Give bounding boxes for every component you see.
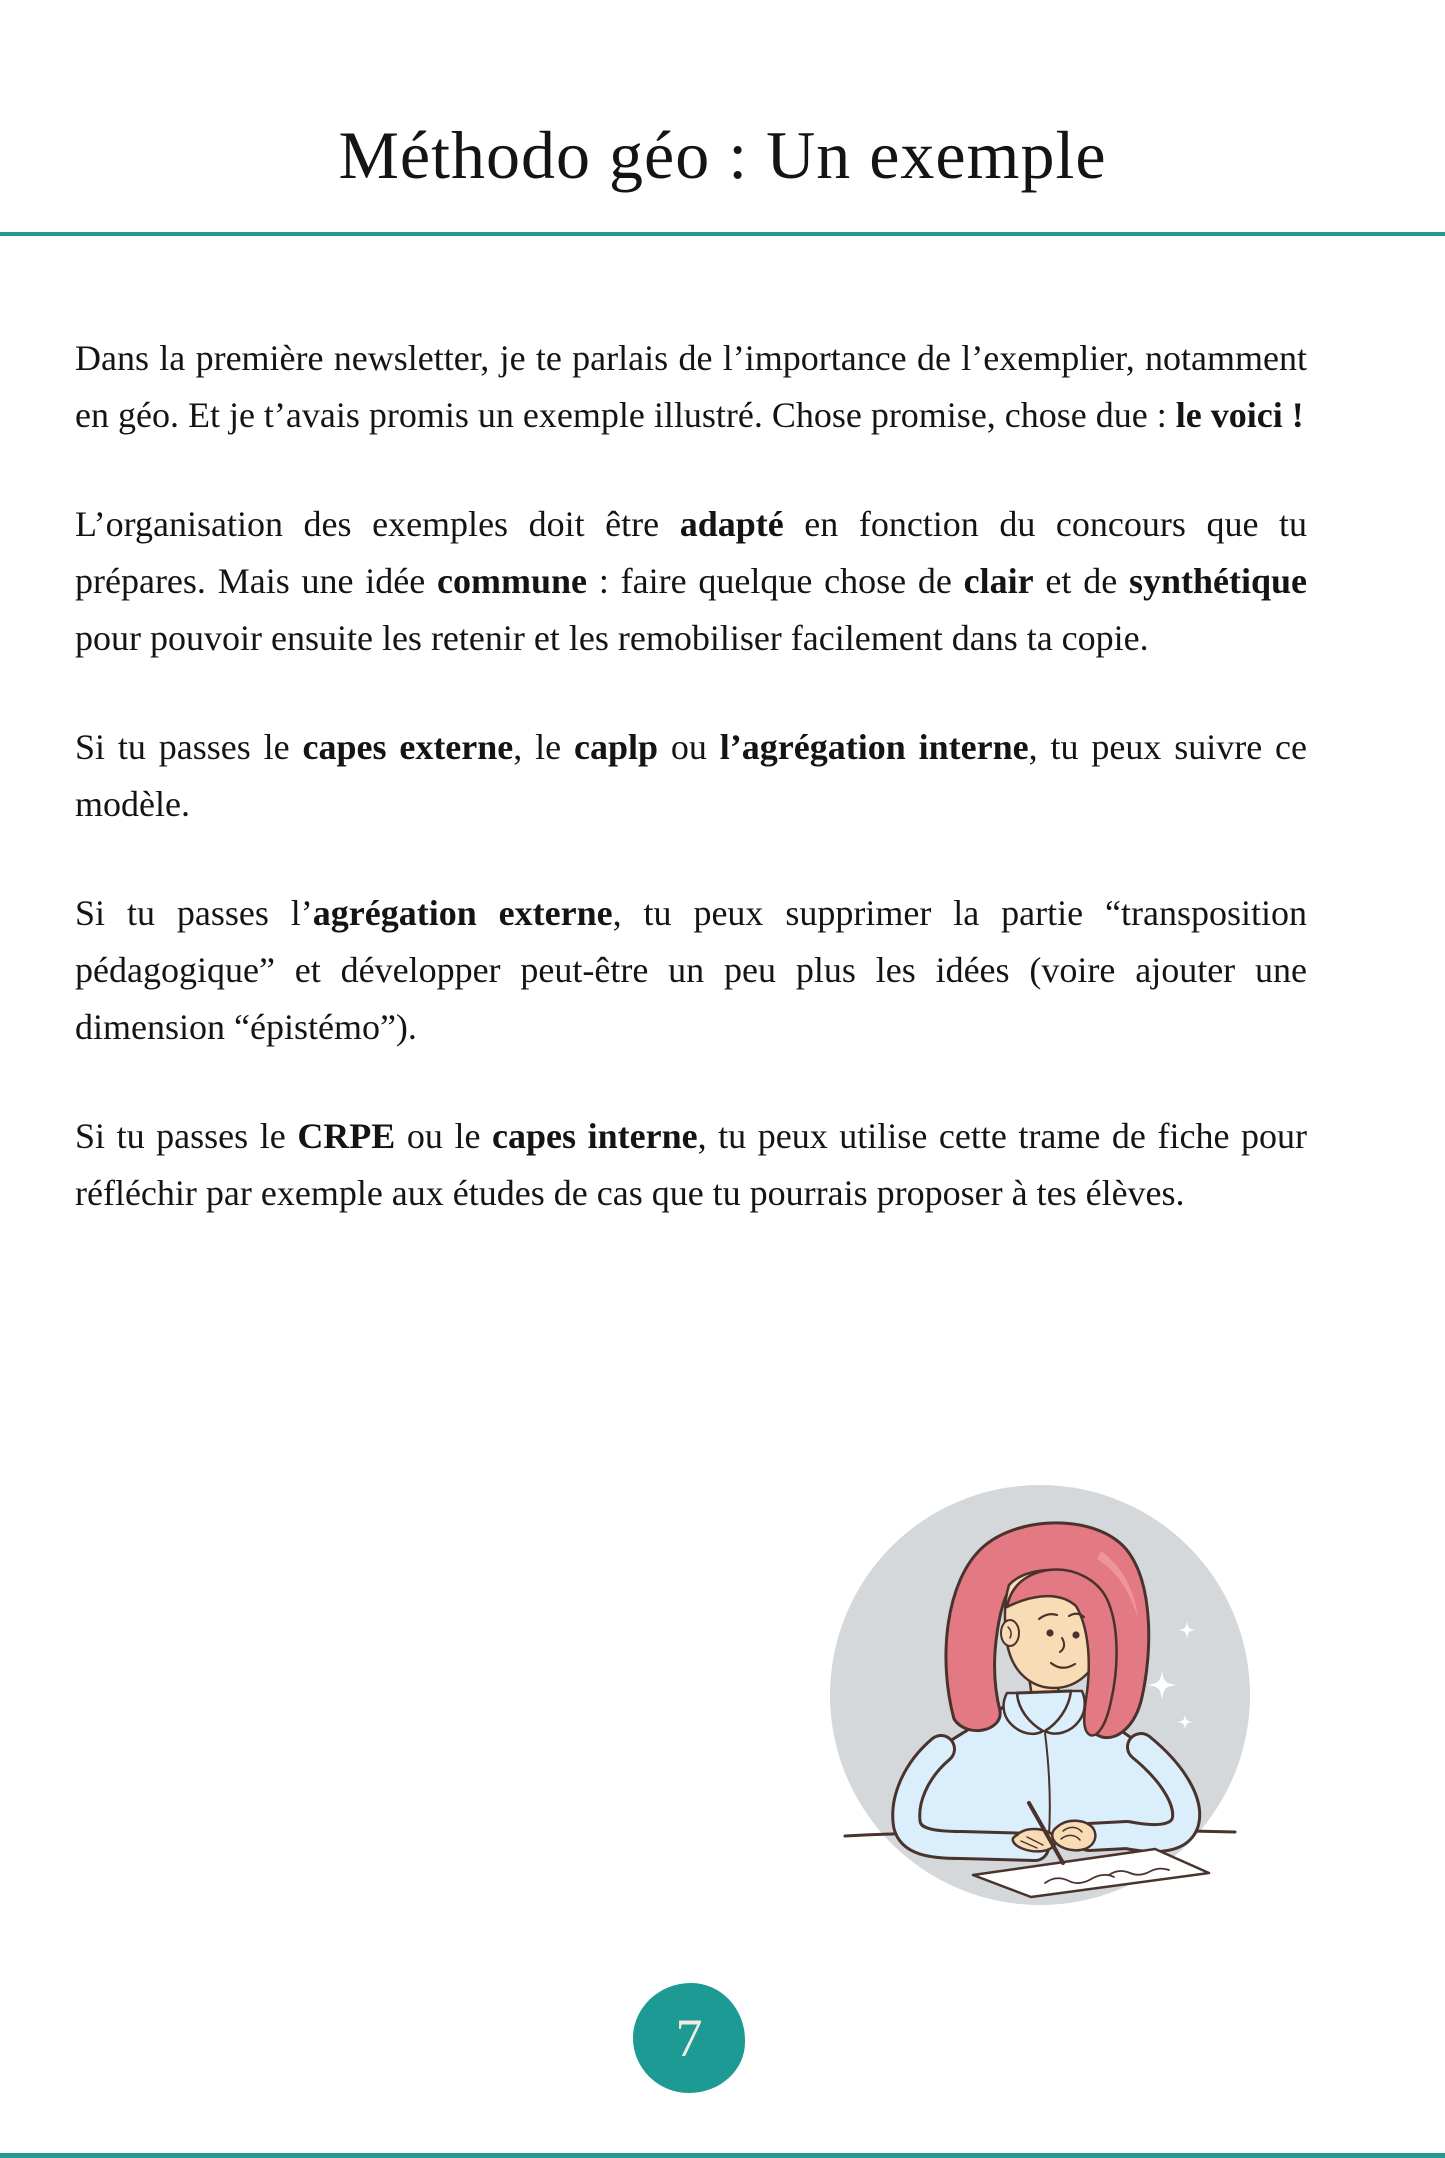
paragraph-capes-externe: Si tu passes le capes externe, le caplp ou l’agrégation interne, tu peux suivre ce modèle.	[75, 727, 1308, 824]
paragraph-organisation: L’organisation des exemples doit être adapté en fonction du concours que tu prépares. Mais une idée commune : faire quelque chose de clair et de synthétique pour pouvoir ensuite les retenir et les remobiliser facilement dans ta copie.	[75, 504, 1308, 658]
footer-accent-bar	[0, 2153, 1445, 2158]
paragraph-crpe: Si tu passes le CRPE ou le capes interne, tu peux utilise cette trame de fiche pour réfléchir par exemple aux études de cas que tu pourrais proposer à tes élèves.	[75, 1116, 1307, 1213]
body-text	[75, 330, 1307, 1274]
eye-right	[1072, 1631, 1079, 1638]
page-title: Méthodo géo : Un exemple	[338, 117, 1107, 193]
woman-writing-svg	[805, 1485, 1275, 1925]
page-number-badge	[633, 1983, 745, 2093]
paragraph-intro: Dans la première newsletter, je te parlais de l’importance de l’exemplier, notamment en géo. Et je t’avais promis un exemple illustré. Chose promise, chose due : le voici !	[75, 338, 1307, 435]
eye-left	[1046, 1629, 1053, 1636]
ear	[1001, 1620, 1019, 1646]
woman-writing-illustration	[805, 1485, 1275, 1925]
title-divider-rule	[0, 232, 1445, 236]
paragraph-agregation-externe: Si tu passes l’agrégation externe, tu peux supprimer la partie “transposition pédagogique” et développer peut-être un peu plus les idées (voire ajouter une dimension “épistémo”).	[75, 893, 1307, 1047]
page-number: 7	[675, 2008, 703, 2068]
